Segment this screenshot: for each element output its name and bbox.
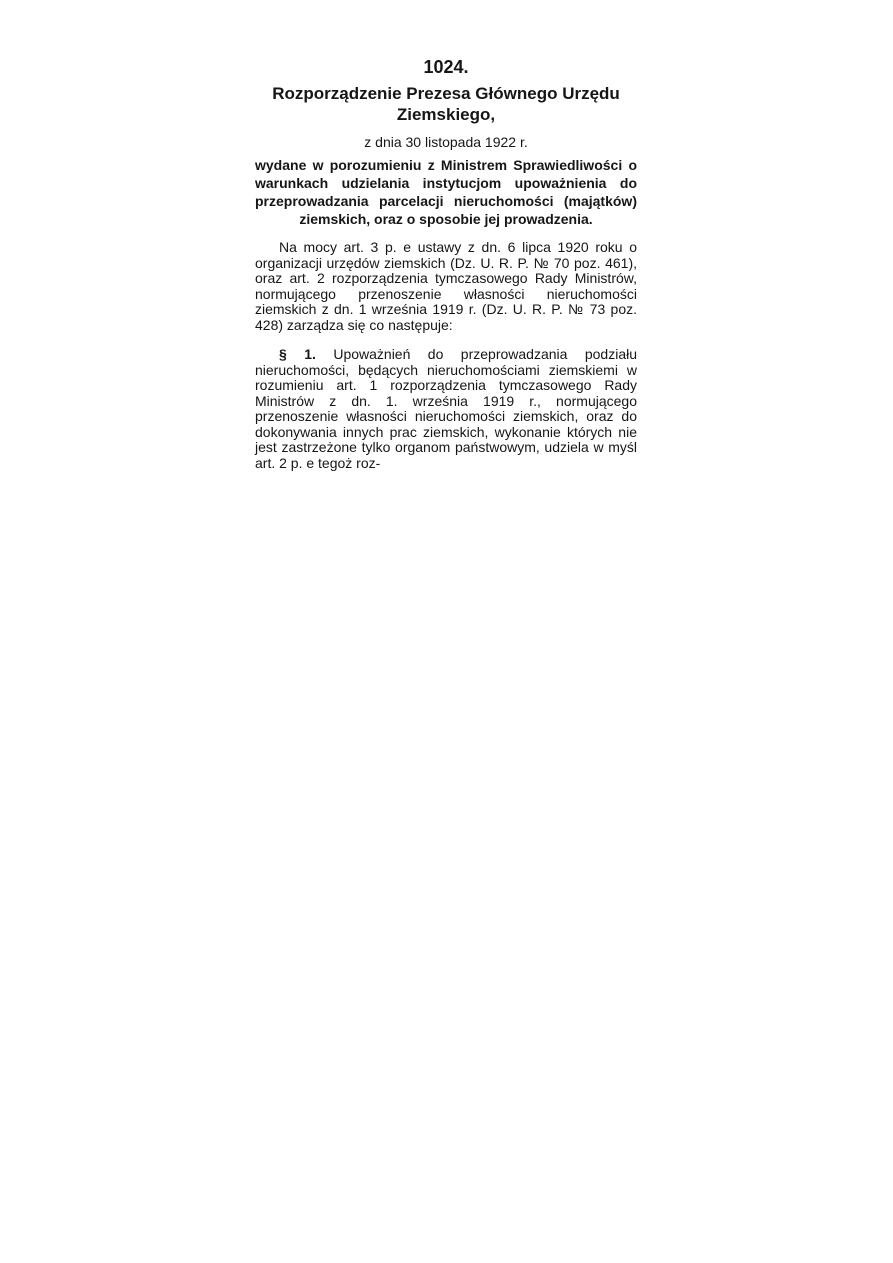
document-subtitle: wydane w porozumieniu z Ministrem Sprawiedliwości o warunkach udzielania instytucjom upoważnienia do przeprowadzania parcelacji nieruchomości (majątków) ziemskich, oraz o sposobie jej prowadzenia. bbox=[255, 157, 637, 227]
section-1-paragraph bbox=[255, 347, 637, 471]
document-title: Rozporządzenie Prezesa Głównego Urzędu Ziemskiego, bbox=[272, 84, 620, 124]
section-1-text: Upoważnień do przeprowadzania podziału nieruchomości, będących nieruchomościami ziemskiemi w rozumieniu art. 1 rozporządzenia tymczasowego Rady Ministrów z dn. 1. września 1919 r., normującego przenoszenie własności nieruchomości ziemskich, oraz do dokonywania innych prac ziemskich, wykonanie których nie jest zastrzeżone tylko organom państwowym, udziela w myśl art. 2 p. e tegoż roz- bbox=[255, 346, 638, 471]
document-number: 1024. bbox=[423, 57, 469, 77]
section-1-mark: § 1. bbox=[279, 346, 316, 362]
document-date: z dnia 30 listopada 1922 r. bbox=[364, 134, 528, 150]
preamble-paragraph: Na mocy art. 3 p. e ustawy z dn. 6 lipca 1920 roku o organizacji urzędów ziemskich (Dz. U. R. P. № 70 poz. 461), oraz art. 2 rozporządzenia tymczasowego Rady Ministrów, normującego przenoszenie własności nieruchomości ziemskich z dn. 1 września 1919 r. (Dz. U. R. P. № 73 poz. 428) zarządza się co następuje: bbox=[255, 239, 637, 333]
document-column bbox=[255, 55, 637, 471]
